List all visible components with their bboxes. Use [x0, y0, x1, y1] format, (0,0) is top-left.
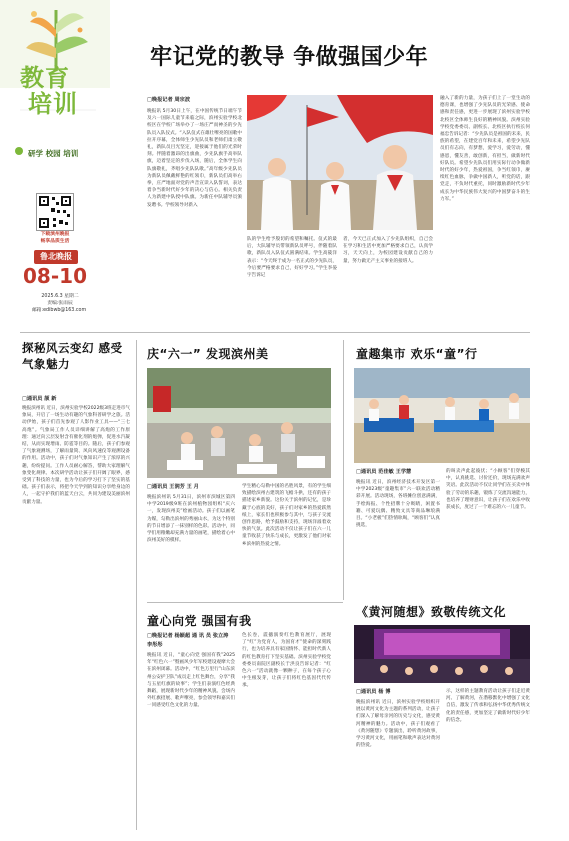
column-divider-mid [343, 340, 344, 600]
story6-col2: 示，这样的主题教育活动让孩子们走近黄河、了解黄河，在潜移默化中增强了文化自信，激发了传承和弘扬中华优秀传统文化的责任感，更加坚定了做新时代好少年的信念。 [446, 689, 530, 723]
story4-headline: 童趣集市 欢乐“童”行 [356, 347, 478, 361]
story4-photo [354, 368, 530, 463]
editor-credit: 责编:张雨辰 [47, 301, 73, 306]
story6-byline: □通讯员 杨 博 [356, 689, 391, 695]
story5-byline: □晚报记者 杨颖超 通 讯 员 张立涛 李彤彤 [147, 633, 229, 648]
lead-col4: 融入了新的力量，为孩子们上了一堂生动的德育课，也增强了少先队员的光荣感、使命感和责任感，更进一步展现了滨州实验学校北校区全体师生良好的精神风貌。滨州实验学校党委委员、副校长、北校区执行校长何福忠告诉记者：“少先队员是祖国的未来，民族的希望，在建党百年和未来，希望少先队员们有志向，有梦想，爱学习，爱劳动，懂感恩，懂友善，敢创新，有担当，做新时代好队员。希望少先队员们用实际行动争做新时代的好少年，热爱祖国，争当红领巾，赓续红色血脉，争做中国新人，听党的话，跟党走，不负时代重托，同时激励新时代少年成长为中华民族伟大复兴的中国梦奋斗的生力军。” [440, 96, 530, 202]
section-divider [20, 332, 530, 333]
stage-performance-photo [354, 625, 530, 683]
app-caption-line2: 畅享品质生活 [40, 239, 70, 244]
story4-col2: 的叫卖声此起彼伏；“小顾客”们穿梭其中，认真挑选、讨价还价，现场充满欢声笑语。此次活动不仅让同学们在买卖中体验了劳动的乐趣，锻炼了交流沟通能力，也培养了理财意识，让孩子们在欢乐中收获成长，度过了一个难忘的六一儿童节。 [446, 469, 530, 511]
lead-byline: □晚报记者 周宗波 [147, 97, 191, 103]
story3-col2: 学生精心勾勒中国的名胜风景，有的学生细致描绘滨州古建筑的飞檐斗拱，还有的孩子描述家乡新貌。这份关于滨州的记忆，是珍藏于心底的美好，孩子们对家乡的热爱跃然纸上，家长们也积极参与其中，与孩子交流创作思路，给予鼓励和支持，现场洋溢着欢快的气氛。此次活动不仅让孩子们在六一儿童节收获了快乐与成长，更激发了他们对家乡滨州的热爱之情。 [242, 484, 331, 547]
lead-col3: 者，今天已正式加入了少先队组织，自己会在学习和生活中更加严格要求自己，认真学习，天天向上，为校园建设贡献自己的力量，努力做无产主义事业的接班人。 [343, 237, 433, 264]
story3-byline: □通讯员 王润芳 王 月 [147, 484, 199, 490]
story6-photo [354, 625, 530, 683]
masthead-tagline: 研学 校园 培训 [28, 149, 79, 158]
masthead-tag-icon [14, 146, 24, 156]
email-credit: 邮箱:edibwb@163.com [31, 308, 87, 313]
story5-col1: 晚报讯 近日，“童心向党 强国有我”2025年“红色六一”暨画风少年军校建设观摩大会在滨州闭幕。活动中，“红色万里行”山东滨州公安护卫队”成员走上红色舞台，分享“我与五星红旗的故事”；学生们表演红色经典舞蹈，展现新时代少年的精神风貌。会场内外红旗招展、歌声嘹亮，参会领导和嘉宾们一同感受红色文化的力量。 [147, 653, 235, 709]
story2-headline: 探秘风云变幻 感受气象魅力 [22, 341, 123, 371]
story2-body: 晚报滨州讯 近日，滨州实验学校2022级3班走进市气象局，开启了一场生动有趣的气象科普研学之旅。活动伊始，孩子们首先参观了人影作业工具——“三七高炮”。气象局工作人员详细讲解了高炮的工作原理：通过向云层发射含有催化剂的炮弹，促进水汽凝结，从而实现增雨、防雹等目的。随后，孩子们参观了气象观测场，了解雨量筒、风向风速仪等观测设备的作用。活动中，孩子们对气象知识产生了浓厚的兴趣，纷纷提问。工作人员耐心解答，帮助大家理解气象变化规律。本次研学活动让孩子们开阔了眼界，感受到了科技的力量，也为今后的学习打下了坚实的基础。孩子们表示，将把今天学到的知识分享给身边的人，一起守护我们的蓝天白云，共同为建设美丽滨州贡献力量。 [22, 406, 130, 505]
market-activity-photo [354, 368, 530, 463]
section-divider-lower [147, 602, 343, 603]
lead-photo [247, 95, 433, 230]
story3-col1: 晚报滨州讯 5月31日，滨州市滨城区第四中学2019级9班在滨州植物园组织“庆六一，发现滨州美”绘画活动。孩子们以画笔为媒，勾勒出滨州的秀丽山水，为这个特别的节日增添了一抹别样的色彩。活动中，同学们用稚嫩却充满力量的画笔，描绘着心中滨州美好的模样。 [147, 495, 235, 544]
page-number: 08-10 [23, 264, 87, 288]
story3-photo [147, 368, 331, 478]
story3-headline: 庆“六一” 发现滨州美 [147, 347, 269, 361]
lead-col1: 晚报讯 5月30日上午，在中国传统节日端午节及六一国际儿童节来临之际，滨州实验学校北校区在学校广场举办了一场庄严而神圣的少先队员入队仪式。“入队仪式在雄壮嘹亮的国歌中拉开序幕，全体师生少先队员和老师们肃立敬礼，新队员目光坚定，迎接属于他们的光荣时刻。伴随着激昂的出旗曲，少先队旗手高举队旗，迈着坚定的步伐入场，随后，全体学生向队旗敬礼，齐唱少先队队歌。”高年级少先队员为新队员佩戴鲜艳的红领巾，新队员们高举右拳，庄严地面对党的声音宣读入队誓词，表达着争当新时代好少年的决心与信心。相关负责人为新建中队授中队旗。为新任中队辅导员颁发聘书。学校领导对新入 [147, 109, 242, 208]
lead-headline: 牢记党的教导 争做强国少年 [150, 45, 429, 70]
story5-col2: 色长卷，震撼演奏红色教育展厅，展现了“红”为党育人，为国育才”使命的深刻践行，也为培养具有家国情怀、能担时代新人的红色教育打下坚实基础。滨州实验学校党委委员南院区副校长于洪良告诉记者：“红色六一”活动就像一颗种子，在每个孩子心中生根发芽，让孩子们将红色基因代代传承。 [242, 633, 331, 689]
painting-activity-photo [147, 368, 331, 478]
masthead-title-line1: 教育 [20, 64, 70, 92]
issue-date: 2025.6.3 星期二 [41, 294, 79, 299]
flag-ceremony-photo [247, 95, 433, 230]
paper-logo: 鲁北晚报 [34, 250, 78, 264]
app-caption-line1: 下载滨州晚报 [40, 232, 70, 237]
story4-col1: 晚报讯 近日，滨州经济技术开发区第一中学2023级“童趣集市”六一联欢活动精彩开展。活动现场，各班摊位创意满满，手绘海报、个性招牌十分吸睛，闲置书籍、可爱玩偶、精致文具等商品琳琅满目。“小老板”们热情吆喝，“顾客们”认真挑选， [356, 480, 440, 529]
lead-col2: 队的学生给予殷切的希望和嘱托。仪式的最后，大队辅导员带领新队员呼号，伴随着队歌，新队员入队仪式圆满结束。学生高筱洋表示：“今天终于成为一名正式的少先队员，今后要严格要求自己，好好学习。”学生李晏宇告诉记 [247, 237, 337, 279]
story6-col1: 晚报滨州讯 近日，滨州实验学校组织开展以黄河文化为主题的系列活动，让孩子们深入了解母亲河的历史与文化，感受黄河精神的魅力。活动中，孩子们观看了《黄河随想》专题演出，聆听黄河故事，学习黄河文化，用画笔和歌声表达对黄河的热爱。 [356, 700, 440, 749]
qr-code-icon [37, 194, 73, 230]
masthead-title-line2: 培训 [28, 90, 78, 118]
story4-byline: □通讯员 范佳敏 王学慧 [356, 469, 412, 475]
qr-code[interactable] [36, 193, 74, 231]
masthead [0, 0, 110, 330]
story5-headline: 童心向党 强国有我 [147, 614, 252, 628]
story2-byline: □通讯员 颉 新 [22, 396, 57, 402]
story6-headline: 《黄河随想》致敬传统文化 [356, 605, 507, 619]
column-divider [136, 340, 137, 830]
